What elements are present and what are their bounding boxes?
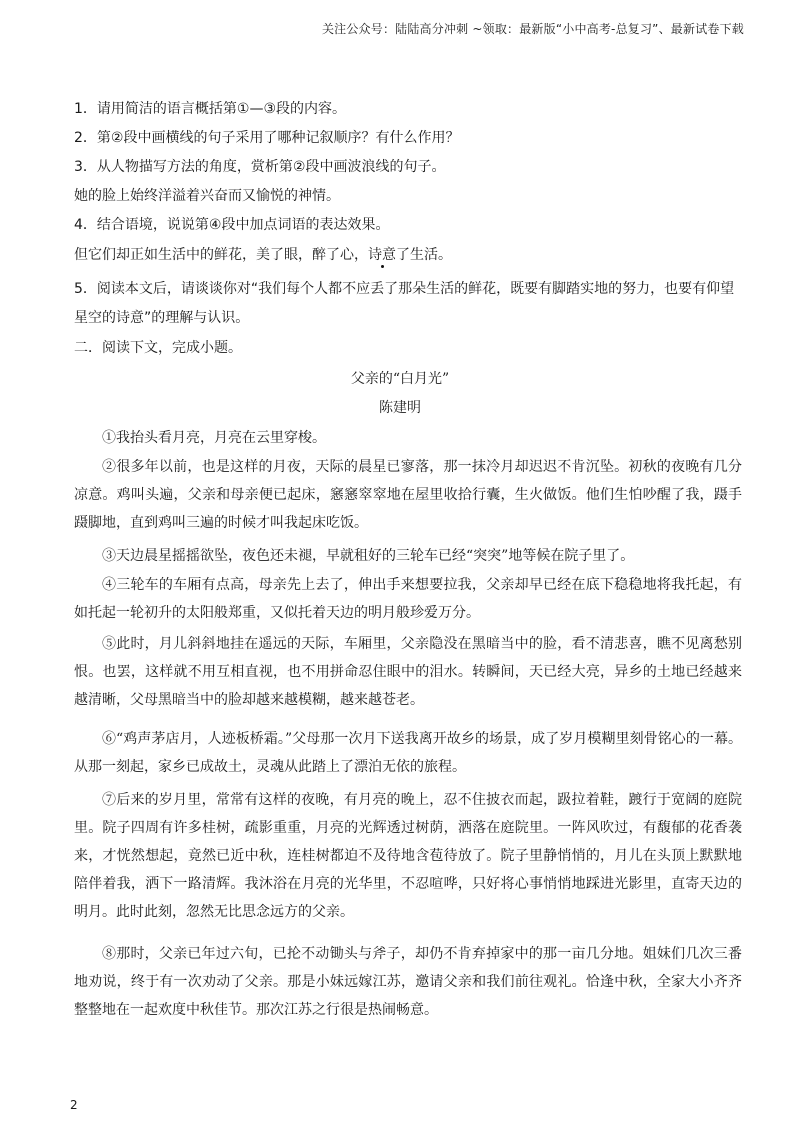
paragraph-1: ①我抬头看月亮，月亮在云里穿梭。 (102, 430, 326, 446)
article-title: 父亲的“白月光” (350, 371, 450, 387)
paragraph-7: ⑦后来的岁月里，常常有这样的夜晚，有月亮的晚上，忍不住披衣而起，趿拉着鞋，踱行于宽阔的庭院里。院子四周有许多桂树，疏影重重，月亮的光辉透过树荫，洒落在庭院里。一阵风吹过，有馥郁的花香袭来，才恍然想起，竟然已近中秋，连桂树都迫不及待地含苞待放了。院子里静悄悄的，月儿在头顶上默默地陪伴着我，洒下一路清辉。我沐浴在月亮的光华里，不忍喧哗，只好将心事悄悄地踩进光影里，直寄天边的明月。此时此刻，忽然无比思念远方的父亲。 (74, 792, 742, 920)
question-2: 2．第②段中画横线的句子采用了哪种记叙顺序？有什么作用？ (74, 130, 460, 146)
page-number: 2 (70, 1098, 78, 1112)
page-header: 关注公众号：陆陆高分冲刺 ~领取：最新版“小中高考-总复习”、最新试卷下载 (321, 22, 744, 36)
section-2-heading: 二．阅读下文，完成小题。 (74, 340, 242, 356)
question-4-sentence-end: 了生活。 (396, 247, 452, 263)
question-4-sentence (74, 244, 452, 266)
paragraph-4: ④三轮车的车厢有点高，母亲先上去了，伸出手来想要拉我，父亲却早已经在底下稳稳地将我托起，有如托起一轮初升的太阳般郑重，又似托着天边的明月般珍爱万分。 (74, 577, 742, 621)
question-3-sentence: 她的脸上始终洋溢着兴奋而又愉悦的神情。 (74, 188, 340, 204)
question-1: 1．请用简洁的语言概括第①—③段的内容。 (74, 101, 347, 117)
paragraph-8: ⑧那时，父亲已年过六旬，已抡不动锄头与斧子，却仍不肯弃掉家中的那一亩几分地。姐妹们几次三番地劝说，终于有一次劝动了父亲。那是小妹远嫁江苏，邀请父亲和我们前往观礼。恰逢中秋，全家大小齐齐整整地在一起欢度中秋佳节。那次江苏之行很是热闹畅意。 (74, 946, 742, 1018)
question-5: 5．阅读本文后，请谈谈你对“我们每个人都不应丢了那朵生活的鲜花，既要有脚踏实地的努力，也要有仰望星空的诗意”的理解与认识。 (74, 281, 735, 326)
paragraph-5: ⑤此时，月儿斜斜地挂在遥远的天际，车厢里，父亲隐没在黑暗当中的脸，看不清悲喜，瞧不见离愁别恨。也罢，这样就不用互相直视，也不用拼命忍住眼中的泪水。转瞬间，天已经大亮，异乡的土地已经越来越清晰，父母黑暗当中的脸却越来越模糊，越来越苍老。 (74, 636, 742, 708)
question-4: 4．结合语境，说说第④段中加点词语的表达效果。 (74, 217, 390, 233)
dotted-char-1: 诗意 (368, 247, 396, 263)
question-3: 3．从人物描写方法的角度，赏析第②段中画波浪线的句子。 (74, 159, 446, 175)
question-4-sentence-start: 但它们却正如生活中的鲜花，美了眼，醉了心， (74, 247, 368, 263)
paragraph-2: ②很多年以前，也是这样的月夜，天际的晨星已寥落，那一抹冷月却迟迟不肯沉坠。初秋的夜晚有几分凉意。鸡叫头遍，父亲和母亲便已起床，窸窸窣窣地在屋里收拾行囊，生火做饭。他们生怕吵醒了我，蹑手蹑脚地，直到鸡叫三遍的时候才叫我起床吃饭。 (74, 459, 742, 531)
paragraph-3: ③天边晨星摇摇欲坠，夜色还未褪，早就租好的三轮车已经“突突”地等候在院子里了。 (102, 548, 635, 564)
article-author: 陈建明 (379, 400, 421, 416)
paragraph-6: ⑥“鸡声茅店月，人迹板桥霜。”父母那一次月下送我离开故乡的场景，成了岁月模糊里刻骨铭心的一幕。从那一刻起，家乡已成故土，灵魂从此踏上了漂泊无依的旅程。 (74, 731, 742, 775)
